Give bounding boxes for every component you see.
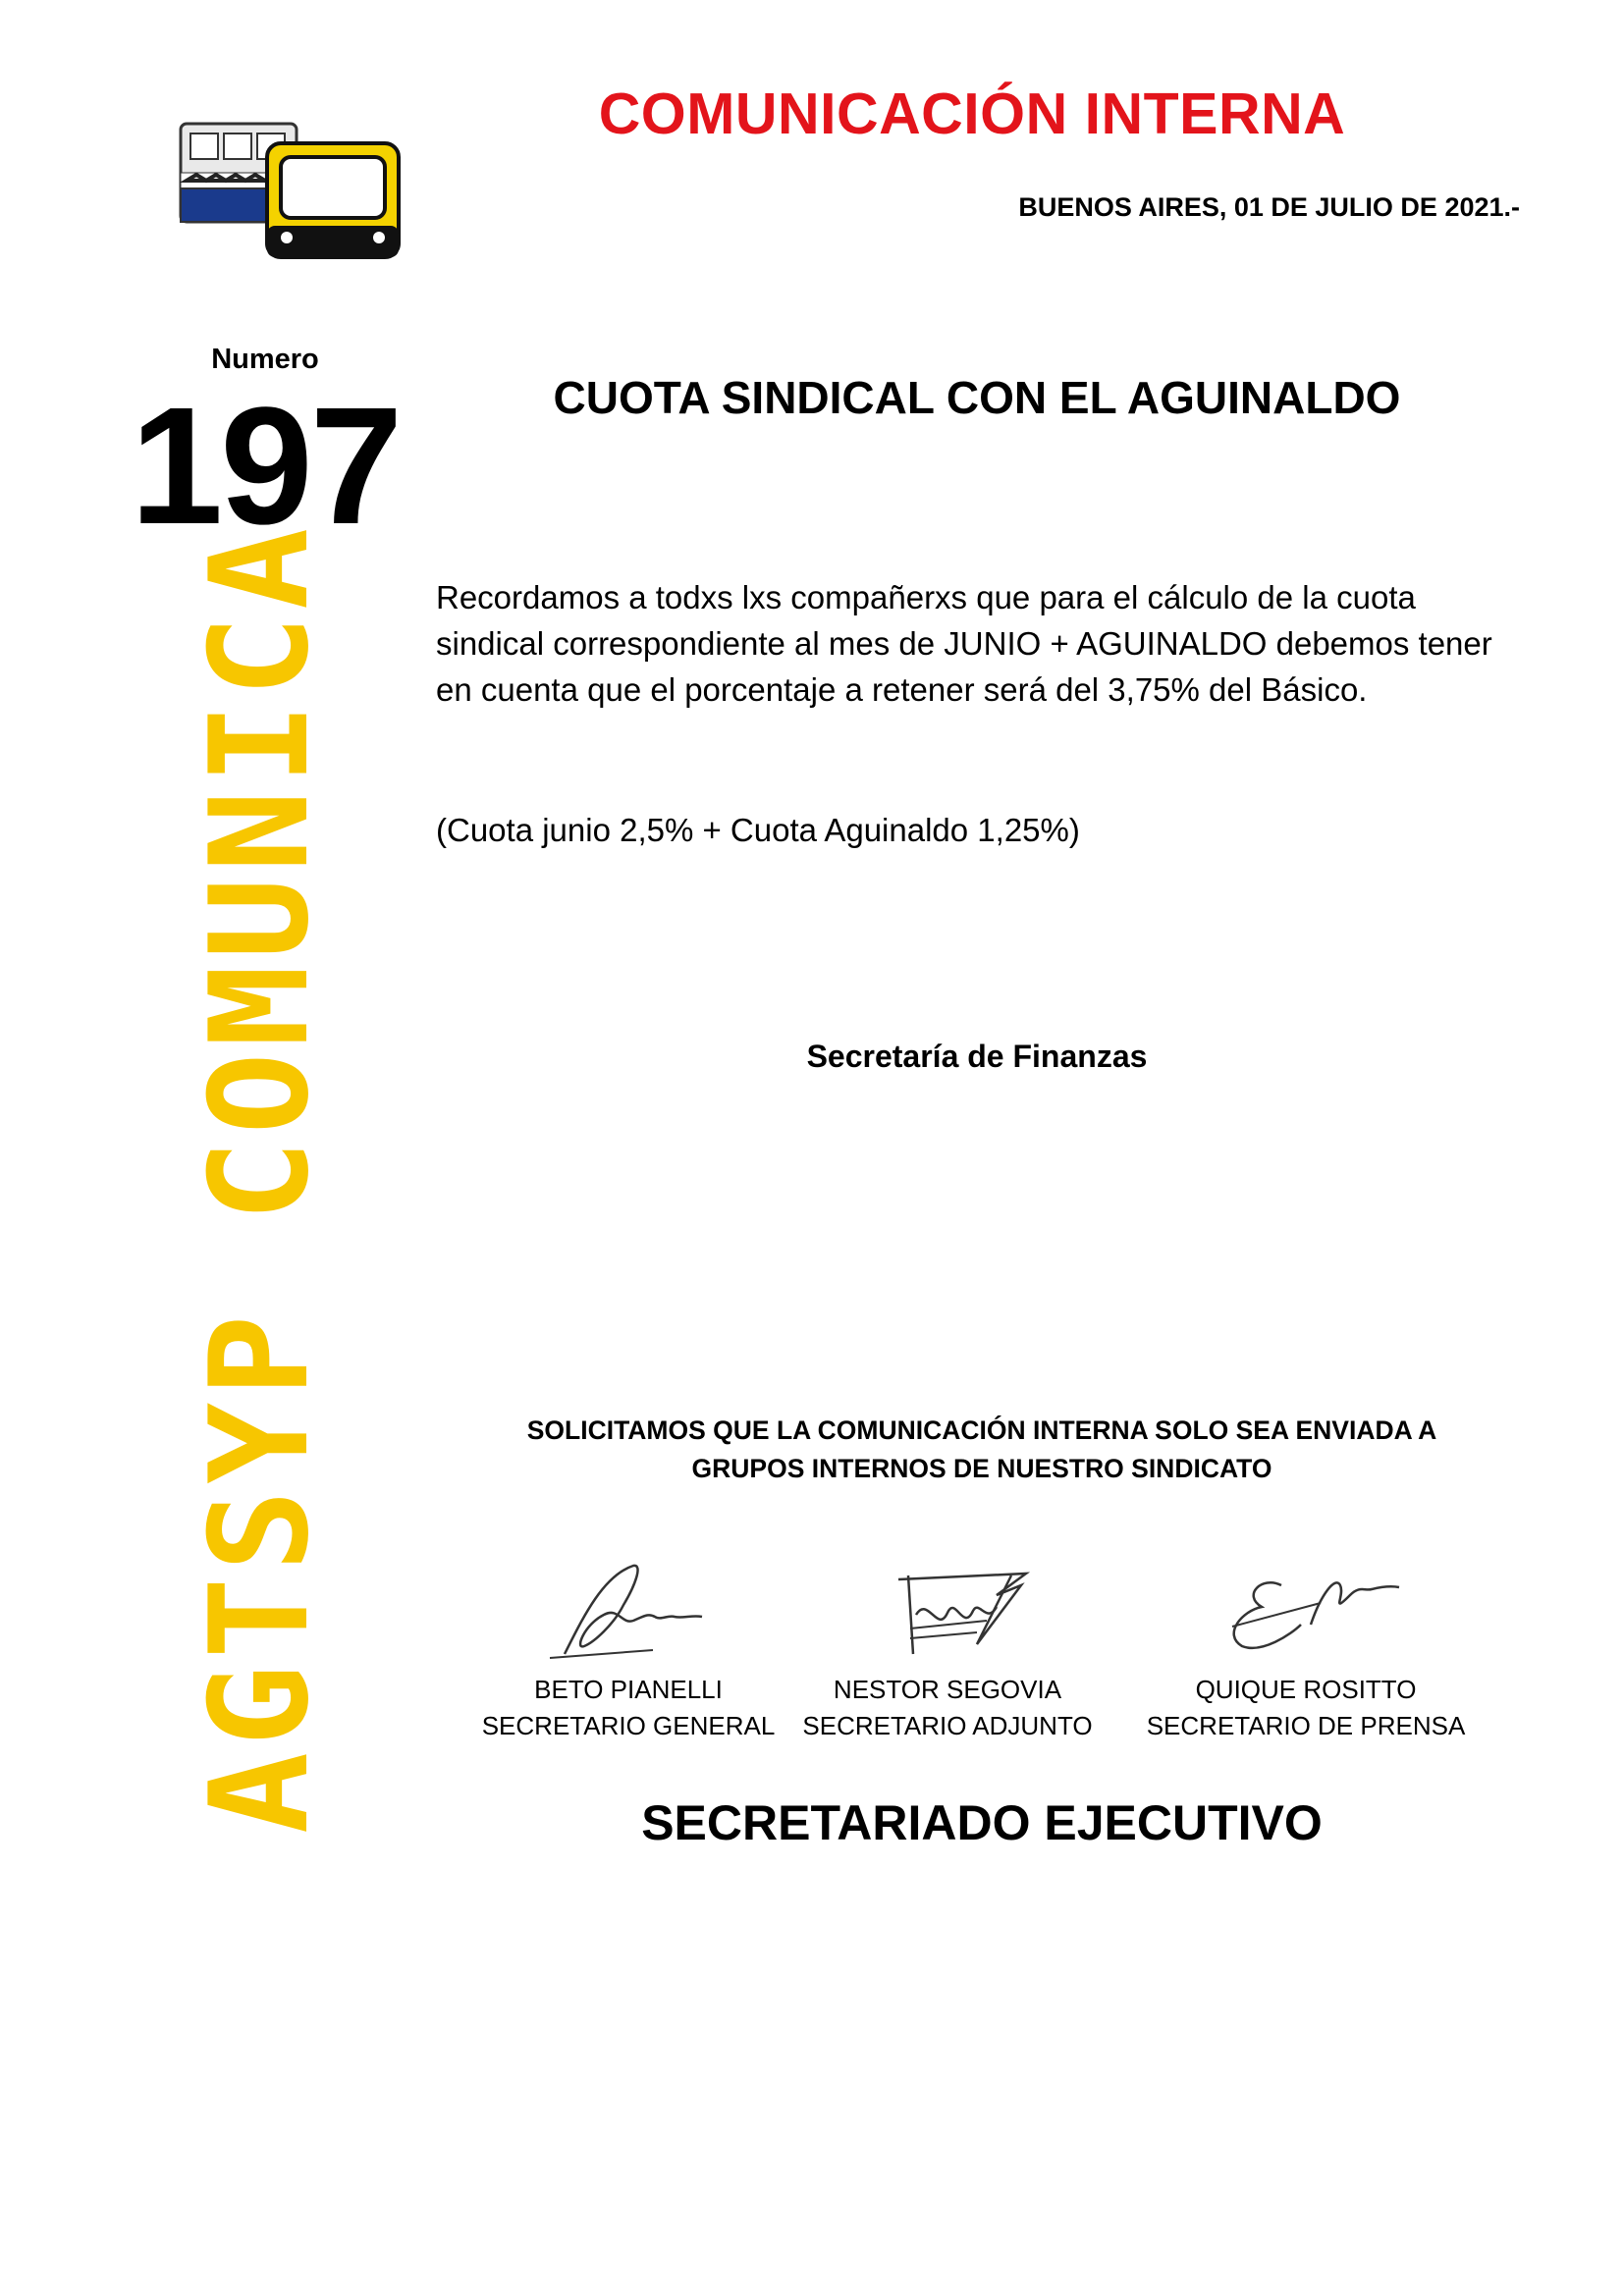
department-signature: Secretaría de Finanzas <box>806 1039 1148 1074</box>
signer-name: QUIQUE ROSITTO <box>1195 1675 1417 1704</box>
signer-role: SECRETARIO ADJUNTO <box>802 1711 1093 1740</box>
signature-icon <box>839 1556 1055 1664</box>
signer-role: SECRETARIO DE PRENSA <box>1146 1711 1466 1740</box>
signer-role: SECRETARIO GENERAL <box>481 1711 776 1740</box>
issue-number: 197 <box>130 373 401 560</box>
date-line: BUENOS AIRES, 01 DE JULIO DE 2021.- <box>1018 192 1520 222</box>
request-note <box>471 1412 1492 1488</box>
train-logo-icon <box>177 118 403 260</box>
page-title: COMUNICACIÓN INTERNA <box>598 81 1346 146</box>
request-note-line-2: GRUPOS INTERNOS DE NUESTRO SINDICATO <box>691 1454 1272 1483</box>
detail-line: (Cuota junio 2,5% + Cuota Aguinaldo 1,25%) <box>436 812 1080 848</box>
signer-block <box>1144 1556 1468 1744</box>
signature-icon <box>1203 1556 1409 1664</box>
vertical-banner <box>162 521 358 1835</box>
document-title: CUOTA SINDICAL CON EL AGUINALDO <box>553 372 1401 423</box>
issue-number-label: Numero <box>211 344 319 375</box>
footer-title: SECRETARIADO EJECUTIVO <box>641 1795 1323 1850</box>
request-note-line-1: SOLICITAMOS QUE LA COMUNICACIÓN INTERNA SOLO SEA ENVIADA A <box>526 1415 1437 1445</box>
signer-block <box>466 1556 790 1744</box>
vertical-banner-text: AGTSYP COMUNICA <box>181 521 339 1835</box>
signer-name: NESTOR SEGOVIA <box>833 1675 1062 1704</box>
signer-name: BETO PIANELLI <box>534 1675 723 1704</box>
body-paragraph: Recordamos a todxs lxs compañerxs que para el cálculo de la cuota sindical correspondiente al mes de JUNIO + AGUINALDO debemos tener en cuenta que el porcentaje a retener será del 3,75% del Básico. <box>436 579 1492 708</box>
signer-block <box>785 1556 1109 1744</box>
signature-icon <box>545 1556 712 1664</box>
